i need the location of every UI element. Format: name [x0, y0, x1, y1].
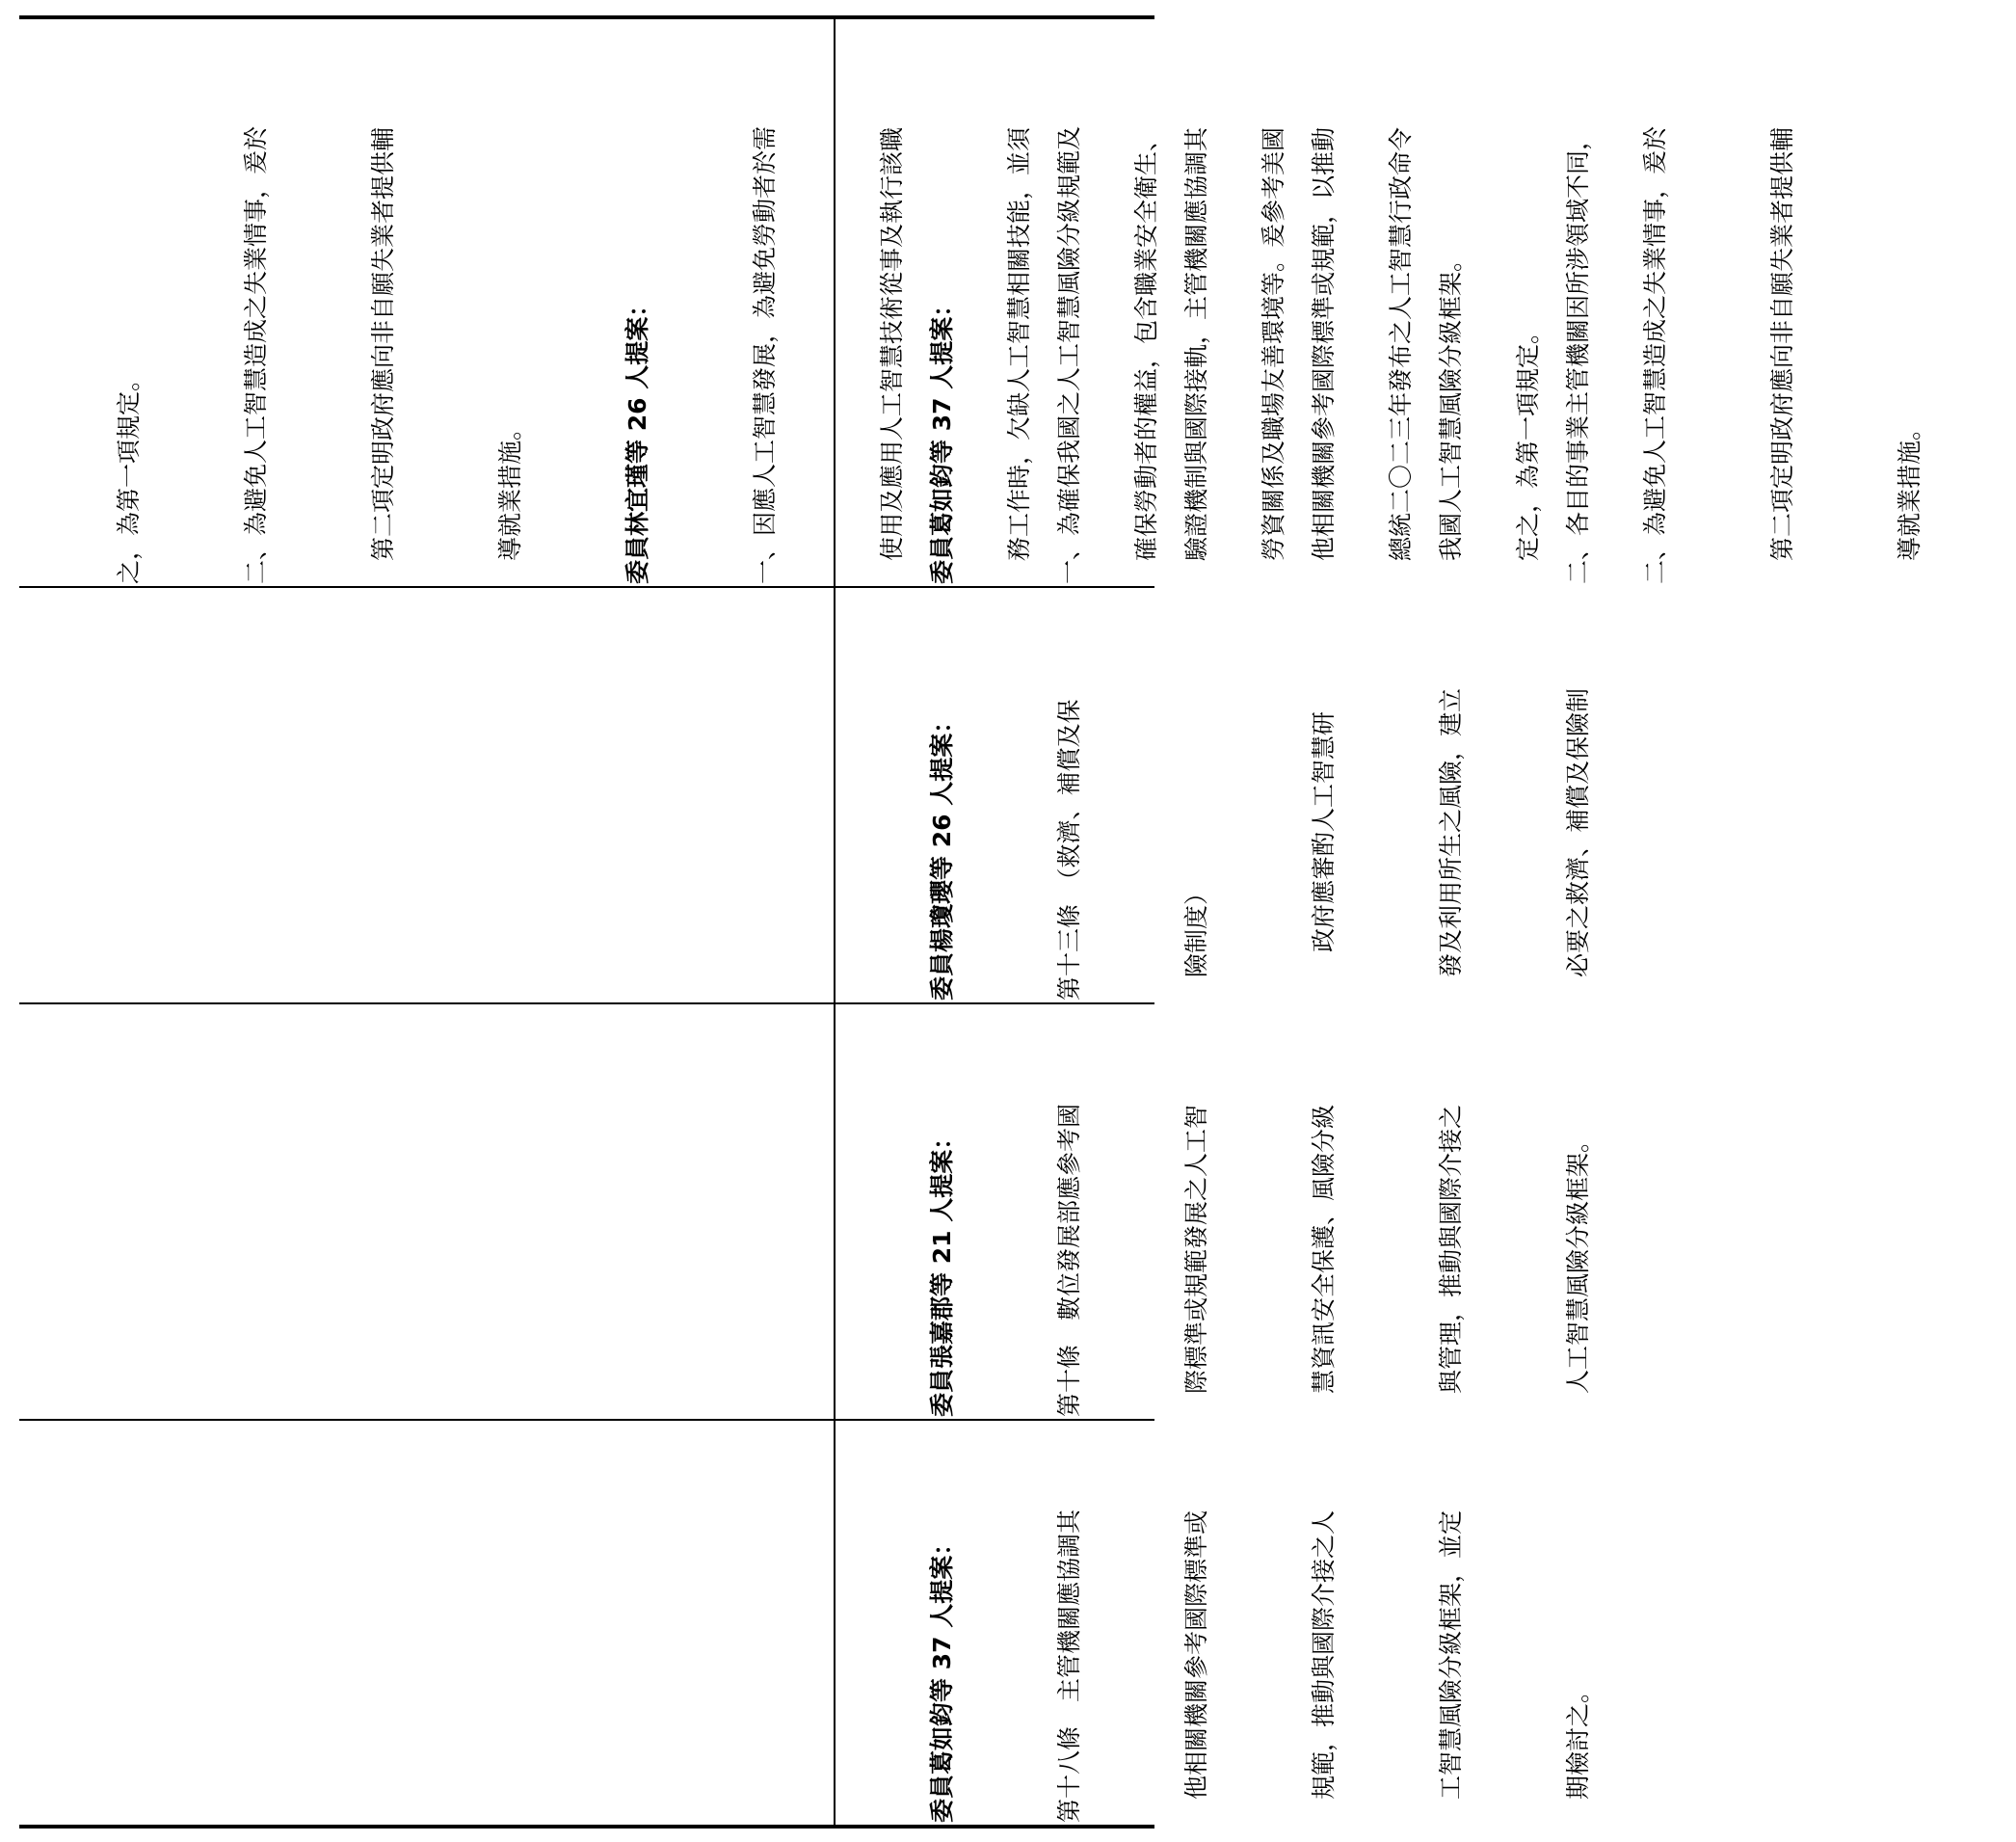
- proposal-heading: 委員葛如鈞等 37 人提案：: [928, 1531, 956, 1823]
- line: 我國人工智慧風險分級框架。: [1437, 247, 1465, 561]
- line: 導就業措施。: [496, 415, 524, 561]
- line: 二、為避免人工智慧造成之失業情事，爰於: [242, 125, 270, 584]
- line: 與管理，推動與國際介接之: [1437, 1104, 1465, 1394]
- line: 險制度）: [1182, 880, 1210, 977]
- provision-cell-article-13: [836, 588, 1592, 1001]
- line: 人工智慧風險分級框架。: [1564, 1128, 1592, 1394]
- line: 期檢討之。: [1564, 1678, 1592, 1800]
- line: 政府應審酌人工智慧研: [1310, 710, 1338, 1001]
- line: 第十三條 （救濟、補償及保: [1055, 699, 1083, 1001]
- line: 勞資關係及職場友善環境等。爰參考美國: [1260, 126, 1287, 561]
- line: 他相關機關參考國際標準或規範，以推動: [1310, 126, 1338, 561]
- line: 規範，推動與國際介接之人: [1310, 1509, 1338, 1800]
- line: 一、因應人工智慧發展，為避免勞動者於需: [751, 125, 779, 584]
- line: 第十八條 主管機關應協調其: [1055, 1508, 1083, 1823]
- line: 慧資訊安全保護、風險分級: [1310, 1104, 1338, 1394]
- provision-text-article-10: [836, 1004, 1592, 1417]
- provision-text-article-13: [836, 588, 1592, 1001]
- line: 總統二〇二三年發布之人工智慧行政命令: [1387, 126, 1415, 561]
- provision-text-article-18: [836, 1421, 1592, 1823]
- proposal-heading: 委員楊瓊瓔等 26 人提案：: [928, 708, 956, 1001]
- proposal-heading: 委員林宜瑾等 26 人提案：: [623, 292, 651, 584]
- line: 務工作時，欠缺人工智慧相關技能，並須: [1005, 126, 1033, 561]
- line: 驗證機制與國際接軌，主管機關應協調其: [1182, 126, 1210, 561]
- proposal-heading: 委員張嘉郡等 21 人提案：: [928, 1125, 956, 1417]
- provision-cell-article-18: [836, 1421, 1592, 1823]
- line: 必要之救濟、補償及保險制: [1564, 687, 1592, 977]
- line: 確保勞動者的權益，包含職業安全衛生、: [1132, 126, 1160, 561]
- line: 二、各目的事業主管機關因所涉領域不同，: [1564, 125, 1592, 584]
- line: 使用及應用人工智慧技術從事及執行該職: [878, 126, 906, 561]
- frame-bottom-rule: [19, 1825, 1154, 1829]
- proposal-heading: 委員葛如鈞等 37 人提案：: [928, 292, 956, 584]
- line: 導就業措施。: [1896, 415, 1923, 561]
- line: 第十條 數位發展部應參考國: [1055, 1103, 1083, 1417]
- line: 際標準或規範發展之人工智: [1182, 1104, 1210, 1394]
- line: 一、為確保我國之人工智慧風險分級規範及: [1055, 125, 1083, 584]
- line: 第二項定明政府應向非自願失業者提供輔: [1768, 126, 1796, 561]
- line: 二、為避免人工智慧造成之失業情事，爰於: [1641, 125, 1669, 584]
- line: 他相關機關參考國際標準或: [1182, 1509, 1210, 1800]
- provision-cell-article-10: [836, 1004, 1592, 1417]
- line: 之，為第一項規定。: [115, 366, 143, 584]
- line: 定之，為第一項規定。: [1514, 319, 1542, 561]
- line: 第二項定明政府應向非自願失業者提供輔: [369, 126, 397, 561]
- line: 發及利用所生之風險，建立: [1437, 687, 1465, 977]
- line: 工智慧風險分級框架，並定: [1437, 1509, 1465, 1800]
